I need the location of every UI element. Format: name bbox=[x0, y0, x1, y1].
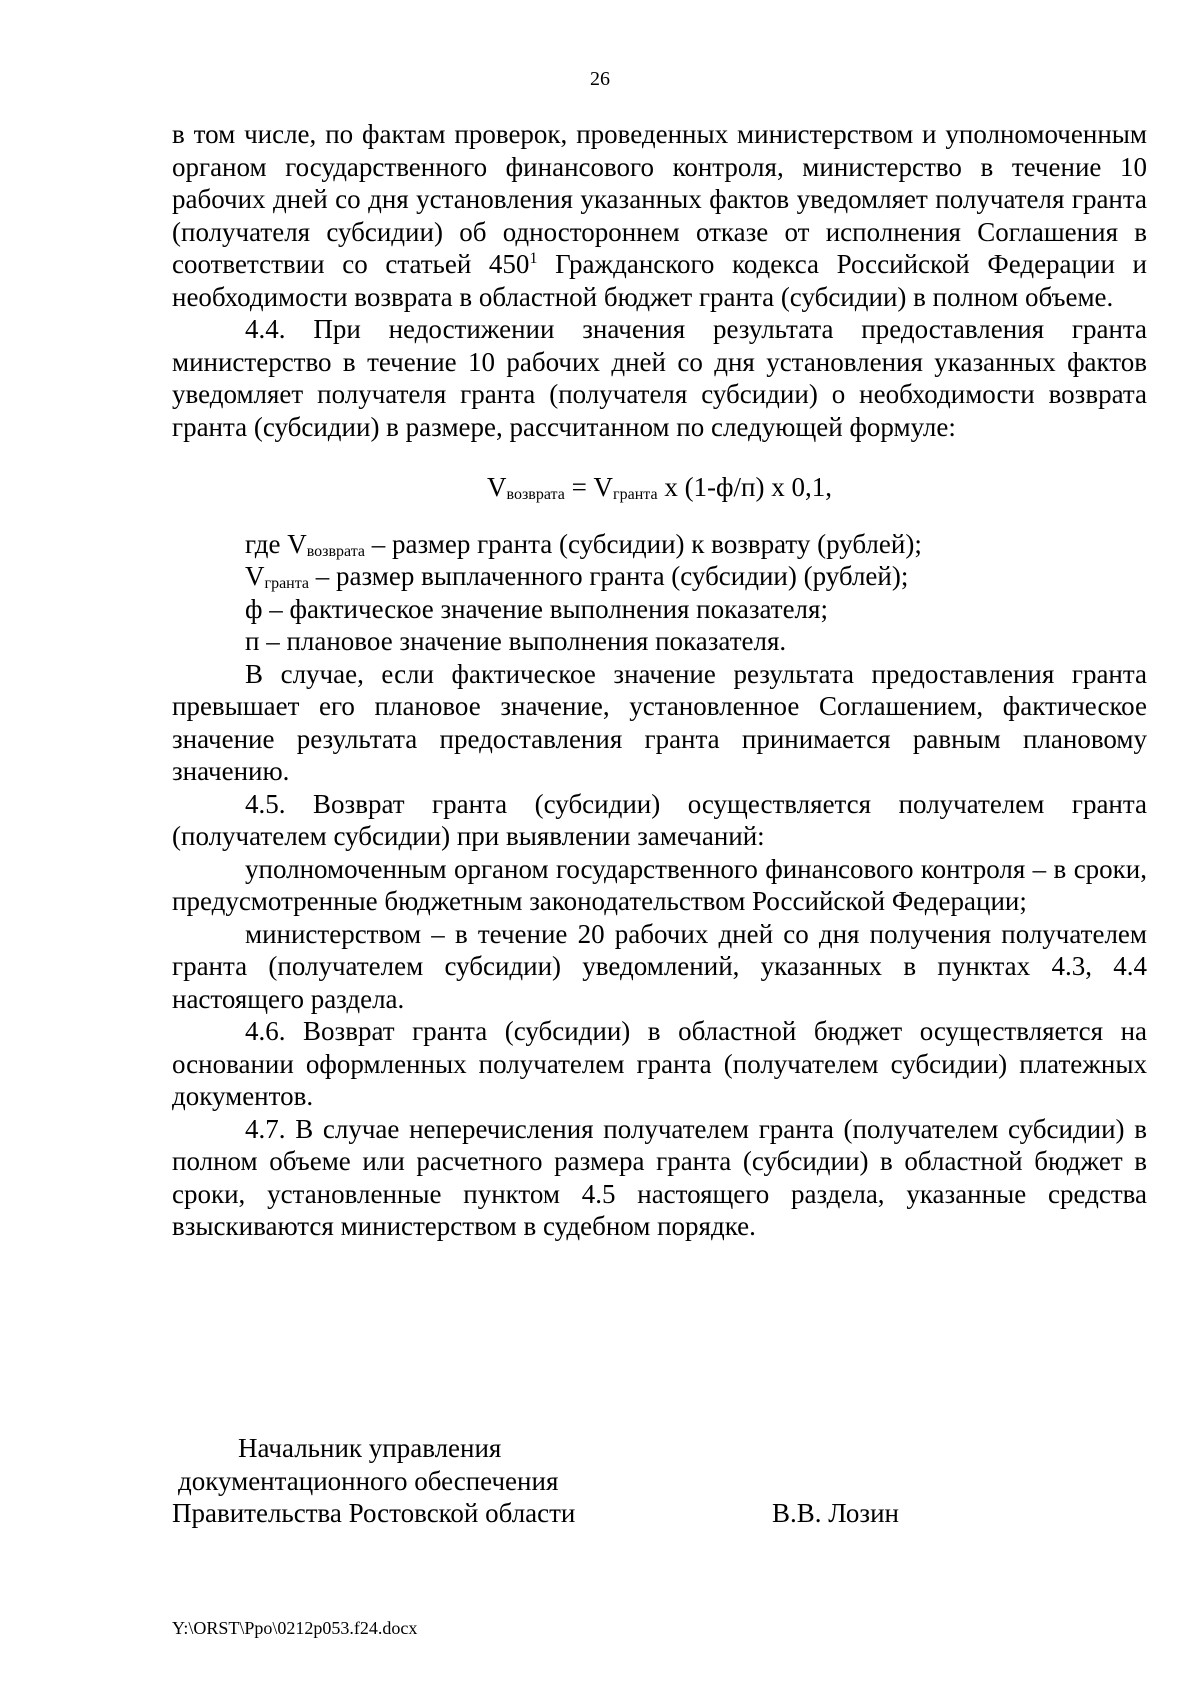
paragraph-continuation bbox=[172, 118, 1147, 313]
def1-text: – размер гранта (субсидии) к возврату (рублей); bbox=[365, 528, 922, 559]
def1-prefix: где V bbox=[245, 528, 307, 559]
signature-block bbox=[172, 1432, 1147, 1530]
formula-sub-return: возврата bbox=[506, 486, 565, 503]
page-number: 26 bbox=[590, 68, 610, 90]
document-body bbox=[172, 118, 1147, 1243]
paragraph-4-5: 4.5. Возврат гранта (субсидии) осуществляется получателем гранта (получателем субсидии) при выявлении замечаний: bbox=[172, 788, 1147, 851]
signature-title-line2: документационного обеспечения bbox=[178, 1465, 559, 1496]
definition-p: п – плановое значение выполнения показателя. bbox=[245, 626, 787, 656]
paragraph-control-body: уполномоченным органом государственного финансового контроля – в сроки, предусмотренные бюджетным законодательством Российской Федерации; bbox=[172, 853, 1147, 916]
file-path-footer: Y:\ORST\Ppo\0212p053.f24.docx bbox=[172, 1618, 418, 1638]
formula-sub-grant: гранта bbox=[613, 486, 658, 503]
def2-text: – размер выплаченного гранта (субсидии) (рублей); bbox=[309, 561, 909, 591]
definition-v-return bbox=[172, 528, 1147, 561]
paragraph-4-6: 4.6. Возврат гранта (субсидии) в областной бюджет осуществляется на основании оформленных получателем гранта (получателем субсидии) платежных документов. bbox=[172, 1016, 1147, 1111]
paragraph-text: в том числе, по фактам проверок, проведенных министерством и уполномоченным органом государственного финансового контроля, министерство в течение 10 рабочих дней со дня установления указанных фактов уведомляет получателя гранта (получателя субсидии) об одностороннем отказе от исполнения Соглашения в соответствии со статьей 450 bbox=[172, 119, 1147, 279]
signature-title-line1: Начальник управления bbox=[238, 1433, 502, 1463]
formula-equals: = bbox=[564, 472, 594, 502]
def2-v: V bbox=[245, 561, 265, 591]
signatory-name: В.В. Лозин bbox=[772, 1498, 899, 1528]
def1-sub: возврата bbox=[306, 542, 365, 560]
formula-rest: х (1-ф/п) х 0,1, bbox=[657, 472, 832, 502]
definition-f: ф – фактическое значение выполнения показателя; bbox=[245, 593, 828, 624]
def2-sub: гранта bbox=[264, 575, 310, 592]
paragraph-ministry: министерством – в течение 20 рабочих дней со дня получения получателем гранта (получателем субсидии) уведомлений, указанных в пунктах 4.3, 4.4 настоящего раздела. bbox=[172, 918, 1147, 1014]
paragraph-4-4: 4.4. При недостижении значения результата предоставления гранта министерство в течение 10 рабочих дней со дня установления указанных фактов уведомляет получателя гранта (получателя субсидии) о необходимости возврата гранта (субсидии) в размере, рассчитанном по следующей формуле: bbox=[172, 314, 1147, 442]
paragraph-actual-value: В случае, если фактическое значение результата предоставления гранта превышает его плановое значение, установленное Соглашением, фактическое значение результата предоставления гранта принимается равным плановому значению. bbox=[172, 658, 1147, 786]
definition-v-grant bbox=[172, 560, 1147, 593]
paragraph-text-end: Гражданского кодекса Российской Федерации и необходимости возврата в областной бюджет гранта (субсидии) в полном объеме. bbox=[172, 249, 1147, 312]
formula-v-return: V bbox=[487, 472, 507, 502]
paragraph-4-7: 4.7. В случае неперечисления получателем гранта (получателем субсидии) в полном объеме или расчетного размера гранта (субсидии) в областной бюджет в сроки, установленные пунктом 4.5 настоящего раздела, указанные средства взыскиваются министерством в судебном порядке. bbox=[172, 1113, 1147, 1241]
return-formula bbox=[172, 471, 1147, 504]
formula-v-grant: V bbox=[593, 472, 614, 502]
article-superscript: 1 bbox=[529, 250, 538, 267]
signature-title-line3: Правительства Ростовской области bbox=[172, 1498, 576, 1528]
